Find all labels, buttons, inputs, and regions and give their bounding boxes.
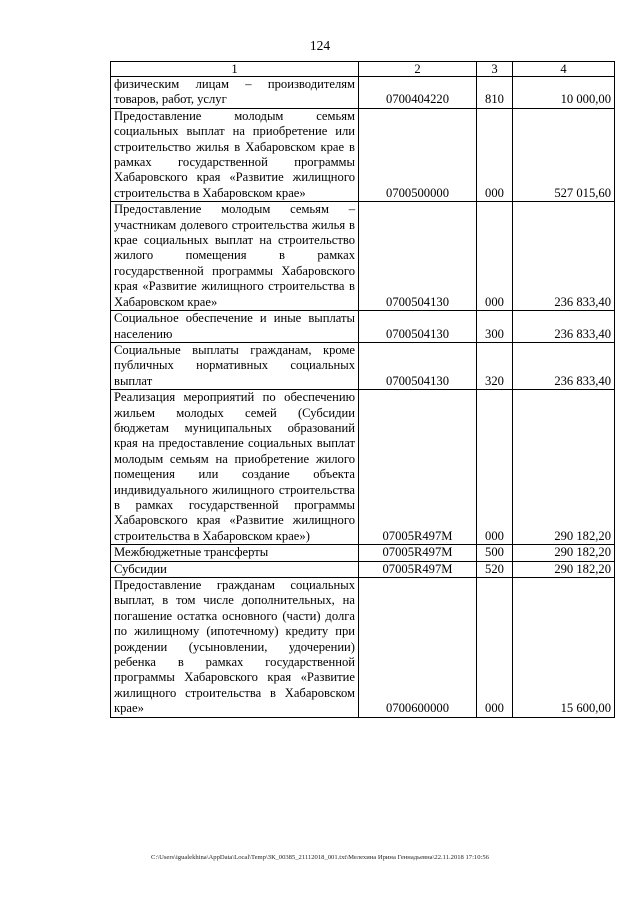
budget-table [110,61,615,718]
row-code: 0700504130 [359,202,477,311]
table-row [111,390,615,545]
row-code: 0700504130 [359,311,477,343]
table-row [111,108,615,201]
row-code: 0700504130 [359,342,477,389]
row-type: 320 [477,342,513,389]
row-name: физическим лицам – производителям товаров, работ, услуг [111,77,359,109]
table-row [111,77,615,109]
row-name: Социальные выплаты гражданам, кроме публичных нормативных социальных выплат [111,342,359,389]
row-amount: 15 600,00 [513,578,615,718]
row-type: 810 [477,77,513,109]
row-amount: 236 833,40 [513,311,615,343]
row-amount: 527 015,60 [513,108,615,201]
row-code: 07005R497M [359,390,477,545]
table-row [111,342,615,389]
table-row [111,202,615,311]
column-header: 4 [513,62,615,77]
row-amount: 290 182,20 [513,390,615,545]
row-type: 520 [477,561,513,577]
table-row [111,561,615,577]
row-amount: 236 833,40 [513,202,615,311]
page-number: 124 [309,38,331,53]
row-amount: 236 833,40 [513,342,615,389]
column-header: 2 [359,62,477,77]
row-type: 000 [477,390,513,545]
row-type: 000 [477,578,513,718]
table-header-row [111,62,615,77]
row-type: 300 [477,311,513,343]
document-path-footer: C:\Users\igualekhina\AppData\Local\Temp\ЗК_00385_21112018_001.txt\Мелехина Ирина Геннадьевна\22.11.2018 17:10:56 [151,854,489,861]
row-amount: 10 000,00 [513,77,615,109]
row-name: Реализация мероприятий по обеспечению жильем молодых семей (Субсидии бюджетам муниципальных образований края на предоставление социальных выплат молодым семьям на приобретение жилого помещения или создание объекта индивидуального жилищного строительства в рамках государственной программы Хабаровского края «Развитие жилищного строительства в Хабаровском крае») [111,390,359,545]
row-code: 07005R497M [359,545,477,561]
row-type: 000 [477,108,513,201]
row-name: Предоставление молодым семьям социальных выплат на приобретение или строительство жилья в Хабаровском крае в рамках государственной программы Хабаровского края «Развитие жилищного строительства в Хабаровском крае» [111,108,359,201]
row-code: 07005R497M [359,561,477,577]
row-type: 500 [477,545,513,561]
row-name: Межбюджетные трансферты [111,545,359,561]
column-header: 3 [477,62,513,77]
row-name: Социальное обеспечение и иные выплаты населению [111,311,359,343]
row-type: 000 [477,202,513,311]
table-row [111,545,615,561]
row-amount: 290 182,20 [513,545,615,561]
column-header: 1 [111,62,359,77]
row-name: Субсидии [111,561,359,577]
row-amount: 290 182,20 [513,561,615,577]
table-row [111,578,615,718]
row-name: Предоставление молодым семьям – участникам долевого строительства жилья в крае социальных выплат на строительство жилого помещения в рамках государственной программы Хабаровского края «Развитие жилищного строительства в Хабаровском крае» [111,202,359,311]
table-row [111,311,615,343]
row-code: 0700404220 [359,77,477,109]
row-code: 0700500000 [359,108,477,201]
row-code: 0700600000 [359,578,477,718]
row-name: Предоставление гражданам социальных выплат, в том числе дополнительных, на погашение остатка основного (части) долга по жилищному (ипотечному) кредиту при рождении (усыновлении, удочерении) ребенка в рамках государственной программы Хабаровского края «Развитие жилищного строительства в Хабаровском крае» [111,578,359,718]
